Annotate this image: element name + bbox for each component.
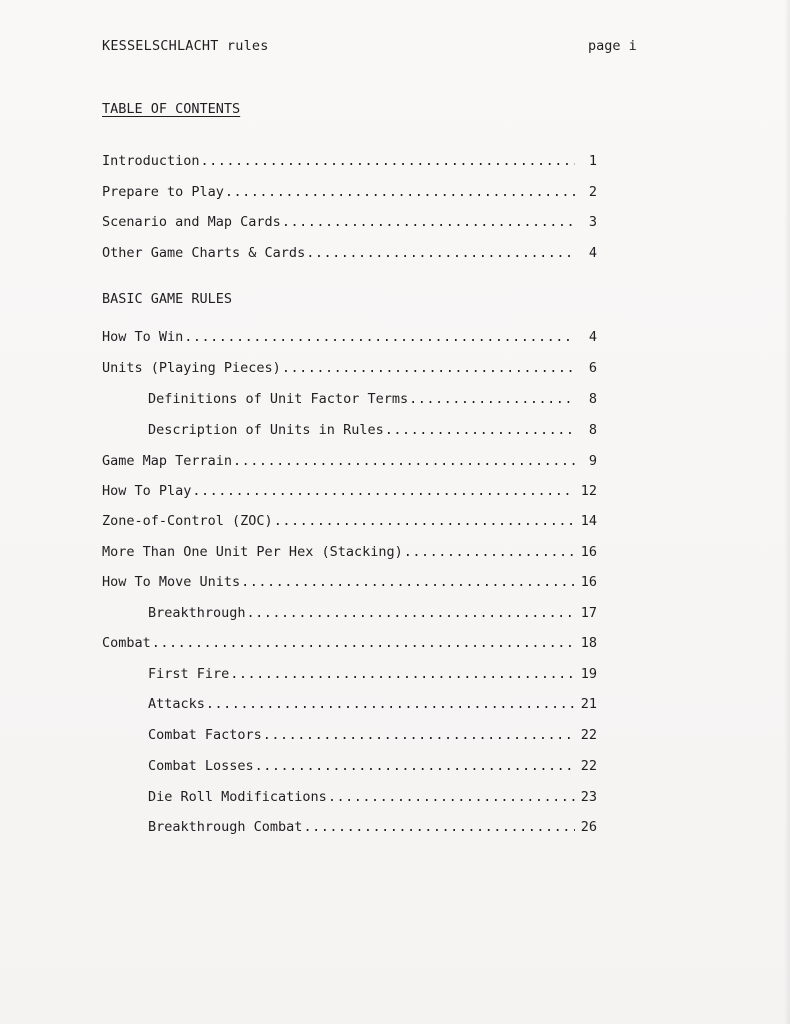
toc-entry-page: 9 <box>588 453 597 469</box>
toc-entry-label: More Than One Unit Per Hex (Stacking) <box>102 544 403 560</box>
toc-entry-breakthrough <box>148 605 597 623</box>
toc-entry-label: Breakthrough Combat <box>148 819 303 835</box>
toc-entry-scenario-map-cards <box>102 214 597 232</box>
dot-leader <box>274 513 575 529</box>
dot-leader <box>247 605 575 621</box>
toc-entry-page: 8 <box>588 422 597 438</box>
dot-leader <box>328 789 575 805</box>
toc-entry-label: Attacks <box>148 696 205 712</box>
toc-entry-page: 3 <box>588 214 597 230</box>
toc-entry-label: Units (Playing Pieces) <box>102 360 281 376</box>
dot-leader <box>263 727 575 743</box>
toc-entry-page: 12 <box>580 483 597 499</box>
dot-leader <box>184 329 575 345</box>
dot-leader <box>230 666 575 682</box>
toc-entry-page: 22 <box>580 727 597 743</box>
toc-entry-page: 8 <box>588 391 597 407</box>
dot-leader <box>409 391 575 407</box>
toc-entry-label: How To Move Units <box>102 574 241 590</box>
toc-entry-combat-factors <box>148 727 597 745</box>
toc-entry-stacking <box>102 544 597 562</box>
toc-entry-page: 6 <box>588 360 597 376</box>
toc-entry-zone-of-control <box>102 513 597 531</box>
toc-entry-label: Combat <box>102 635 151 651</box>
toc-entry-page: 26 <box>580 819 597 835</box>
page-edge-shadow <box>784 0 790 1024</box>
dot-leader <box>303 819 575 835</box>
toc-entry-page: 22 <box>580 758 597 774</box>
toc-entry-unit-factor-terms <box>148 391 597 409</box>
toc-entry-units-in-rules <box>148 422 597 440</box>
toc-entry-label: Scenario and Map Cards <box>102 214 281 230</box>
toc-entry-label: First Fire <box>148 666 230 682</box>
toc-entry-label: Introduction <box>102 153 200 169</box>
toc-entry-combat-losses <box>148 758 597 776</box>
toc-entry-page: 16 <box>580 574 597 590</box>
dot-leader <box>225 184 575 200</box>
toc-entry-label: Zone-of-Control (ZOC) <box>102 513 273 529</box>
dot-leader <box>201 153 575 169</box>
toc-heading: TABLE OF CONTENTS <box>102 101 241 117</box>
dot-leader <box>206 696 575 712</box>
toc-entry-how-to-play <box>102 483 597 501</box>
toc-entry-combat <box>102 635 597 653</box>
toc-entry-label: Description of Units in Rules <box>148 422 384 438</box>
dot-leader <box>385 422 575 438</box>
toc-entry-prepare-to-play <box>102 184 597 202</box>
toc-entry-label: How To Win <box>102 329 184 345</box>
toc-entry-label: Combat Losses <box>148 758 254 774</box>
toc-entry-page: 17 <box>580 605 597 621</box>
toc-entry-page: 14 <box>580 513 597 529</box>
section-heading: BASIC GAME RULES <box>102 291 233 307</box>
page-number: page i <box>588 38 637 54</box>
dot-leader <box>152 635 575 651</box>
toc-entry-page: 16 <box>580 544 597 560</box>
toc-entry-first-fire <box>148 666 597 684</box>
toc-entry-introduction <box>102 153 597 171</box>
toc-entry-page: 23 <box>580 789 597 805</box>
toc-entry-label: Die Roll Modifications <box>148 789 327 805</box>
toc-entry-units <box>102 360 597 378</box>
toc-entry-page: 4 <box>588 329 597 345</box>
toc-entry-label: Prepare to Play <box>102 184 224 200</box>
toc-entry-label: How To Play <box>102 483 192 499</box>
dot-leader <box>241 574 575 590</box>
toc-entry-breakthrough-combat <box>148 819 597 837</box>
running-title: KESSELSCHLACHT rules <box>102 38 269 54</box>
toc-entry-page: 1 <box>588 153 597 169</box>
toc-entry-label: Combat Factors <box>148 727 262 743</box>
dot-leader <box>255 758 575 774</box>
toc-entry-page: 19 <box>580 666 597 682</box>
toc-entry-label: Other Game Charts & Cards <box>102 245 306 261</box>
dot-leader <box>306 245 575 261</box>
toc-entry-other-charts-cards <box>102 245 597 263</box>
toc-entry-how-to-win <box>102 329 597 347</box>
dot-leader <box>282 360 575 376</box>
dot-leader <box>404 544 575 560</box>
toc-entry-label: Breakthrough <box>148 605 246 621</box>
toc-entry-label: Definitions of Unit Factor Terms <box>148 391 409 407</box>
toc-entry-page: 21 <box>580 696 597 712</box>
toc-entry-die-roll-modifications <box>148 789 597 807</box>
dot-leader <box>233 453 575 469</box>
toc-entry-game-map-terrain <box>102 453 597 471</box>
dot-leader <box>192 483 575 499</box>
dot-leader <box>282 214 575 230</box>
toc-entry-label: Game Map Terrain <box>102 453 233 469</box>
toc-entry-page: 18 <box>580 635 597 651</box>
toc-entry-page: 4 <box>588 245 597 261</box>
toc-entry-attacks <box>148 696 597 714</box>
toc-entry-page: 2 <box>588 184 597 200</box>
toc-entry-how-to-move-units <box>102 574 597 592</box>
